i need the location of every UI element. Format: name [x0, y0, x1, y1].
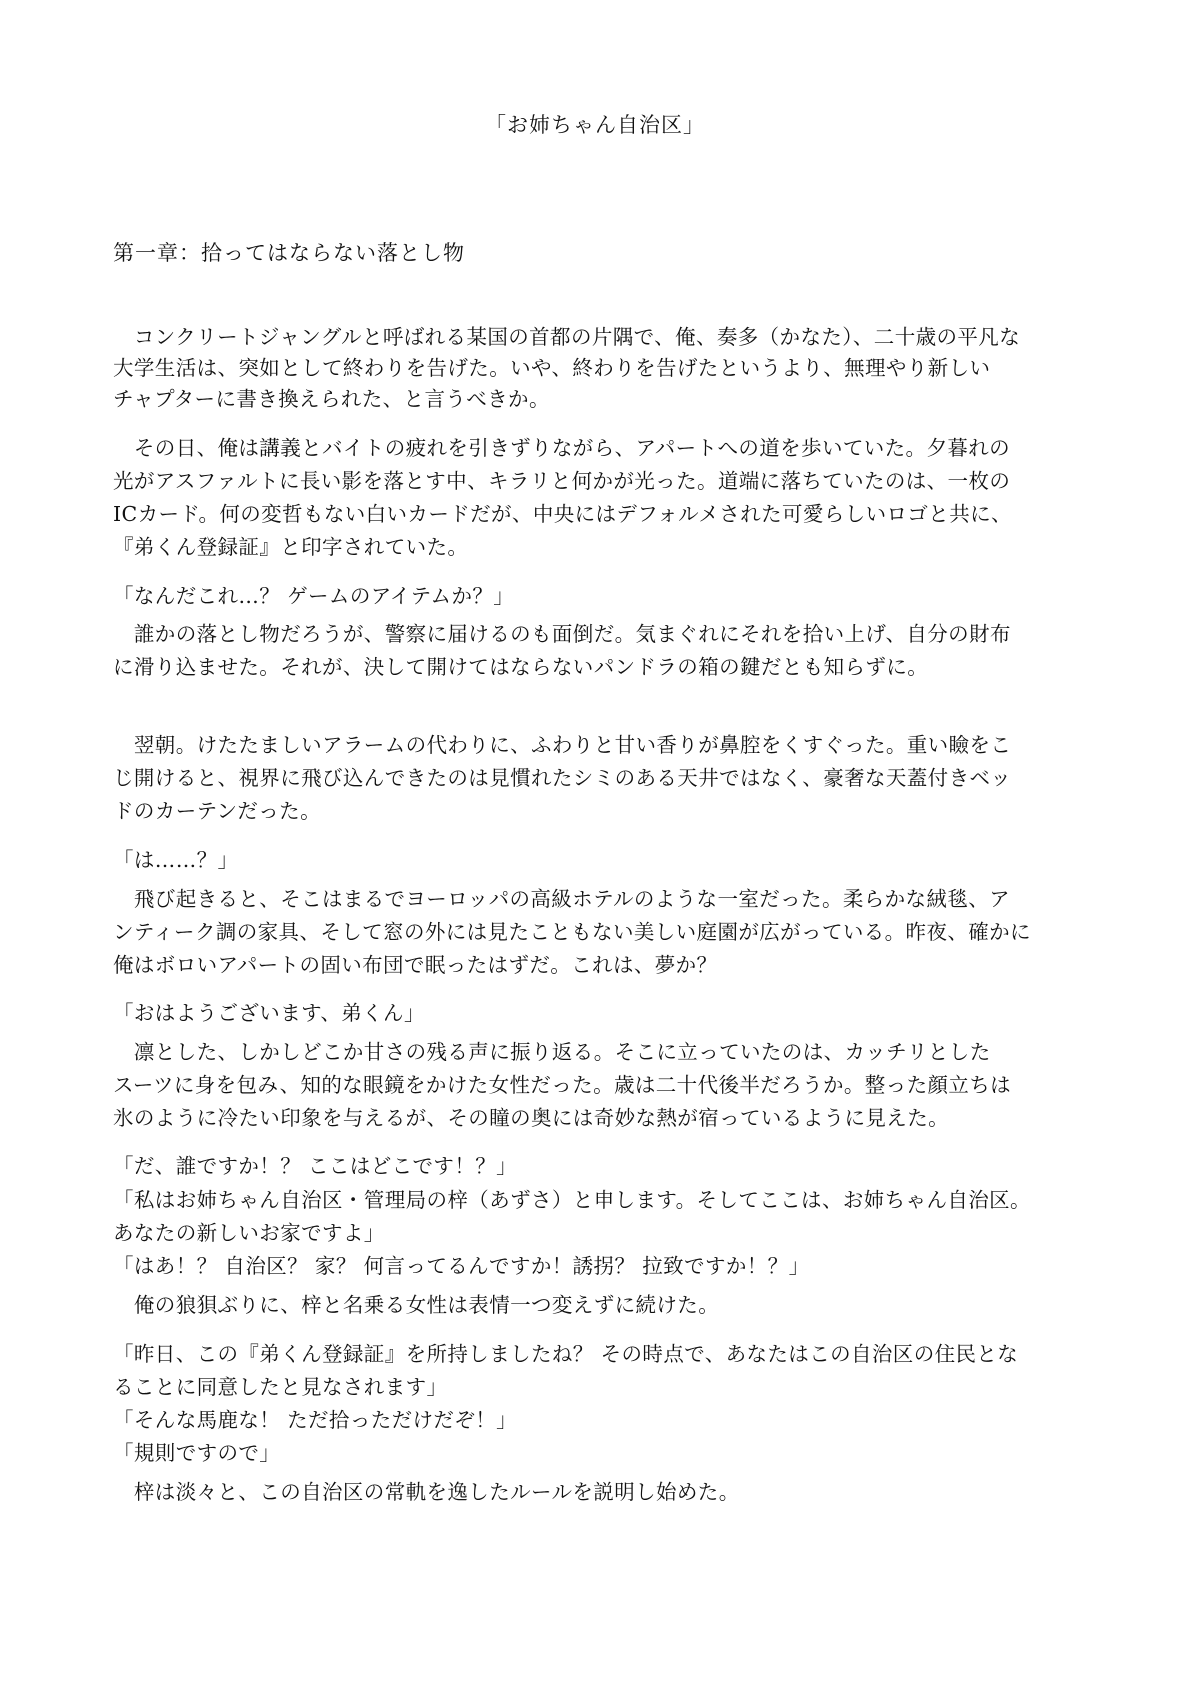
- text-line: 「なんだこれ…？ ゲームのアイテムか？」: [113, 584, 515, 608]
- text-line: 俺はボロいアパートの固い布団で眠ったはずだ。これは、夢か？: [113, 953, 718, 977]
- text-line: スーツに身を包み、知的な眼鏡をかけた女性だった。歳は二十代後半だろうか。整った顔立ちは: [113, 1073, 1012, 1097]
- text-line: ることに同意したと見なされます」: [113, 1375, 448, 1399]
- chapter-heading: 第一章：拾ってはならない落とし物: [113, 241, 465, 265]
- text-line: 翌朝。けたたましいアラームの代わりに、ふわりと甘い香りが鼻腔をくすぐった。重い瞼をこ: [113, 733, 1012, 757]
- text-line: 氷のように冷たい印象を与えるが、その瞳の奥には奇妙な熱が宿っているように見えた。: [113, 1106, 949, 1130]
- text-line: 『弟くん登録証』と印字されていた。: [113, 535, 469, 559]
- text-line: チャプターに書き換えられた、と言うべきか。: [113, 387, 550, 411]
- text-line: その日、俺は講義とバイトの疲れを引きずりながら、アパートへの道を歩いていた。夕暮れの: [113, 436, 1011, 460]
- text-line: 「は……？」: [113, 848, 239, 872]
- text-line: ドのカーテンだった。: [113, 799, 321, 823]
- text-line: 俺の狼狽ぶりに、梓と名乗る女性は表情一つ変えずに続けた。: [113, 1293, 720, 1317]
- text-line: ICカード。何の変哲もない白いカードだが、中央にはデフォルメされた可愛らしいロゴと共に、: [113, 502, 1012, 526]
- text-line: 「だ、誰ですか！？ ここはどこです！？」: [113, 1154, 518, 1178]
- text-line: に滑り込ませた。それが、決して開けてはならないパンドラの箱の鍵だとも知らずに。: [113, 655, 929, 679]
- text-line: 梓は淡々と、この自治区の常軌を逸したルールを説明し始めた。: [113, 1480, 740, 1504]
- text-line: 誰かの落とし物だろうが、警察に届けるのも面倒だ。気まぐれにそれを拾い上げ、自分の財布: [113, 622, 1011, 646]
- text-line: 「そんな馬鹿な！ ただ拾っただけだぞ！」: [113, 1408, 518, 1432]
- text-line: じ開けると、視界に飛び込んできたのは見慣れたシミのある天井ではなく、豪奢な天蓋付きベッ: [113, 766, 1012, 790]
- text-line: 飛び起きると、そこはまるでヨーロッパの高級ホテルのような一室だった。柔らかな絨毯、ア: [113, 887, 1011, 911]
- text-line: 「おはようございます、弟くん」: [113, 1001, 425, 1025]
- text-line: 光がアスファルトに長い影を落とす中、キラリと何かが光った。道端に落ちていたのは、一枚の: [113, 469, 1011, 493]
- text-line: 「昨日、この『弟くん登録証』を所持しましたね？ その時点で、あなたはこの自治区の住民とな: [113, 1342, 1019, 1366]
- text-line: ンティーク調の家具、そして窓の外には見たこともない美しい庭園が広がっている。昨夜、確かに: [113, 920, 1031, 944]
- document-title: 「お姉ちゃん自治区」: [485, 113, 705, 137]
- text-line: 「規則ですので」: [113, 1441, 281, 1465]
- text-line: 「はあ！？ 自治区？ 家？ 何言ってるんですか！誘拐？ 拉致ですか！？」: [113, 1254, 810, 1278]
- text-line: あなたの新しいお家ですよ」: [113, 1221, 385, 1245]
- text-line: 凛とした、しかしどこか甘さの残る声に振り返る。そこに立っていたのは、カッチリとした: [113, 1040, 991, 1064]
- text-line: コンクリートジャングルと呼ばれる某国の首都の片隅で、俺、奏多（かなた）、二十歳の平凡な: [113, 325, 1021, 349]
- text-line: 「私はお姉ちゃん自治区・管理局の梓（あずさ）と申します。そしてここは、お姉ちゃん自治区。: [113, 1188, 1031, 1212]
- text-line: 大学生活は、突如として終わりを告げた。いや、終わりを告げたというより、無理やり新しい: [113, 356, 991, 380]
